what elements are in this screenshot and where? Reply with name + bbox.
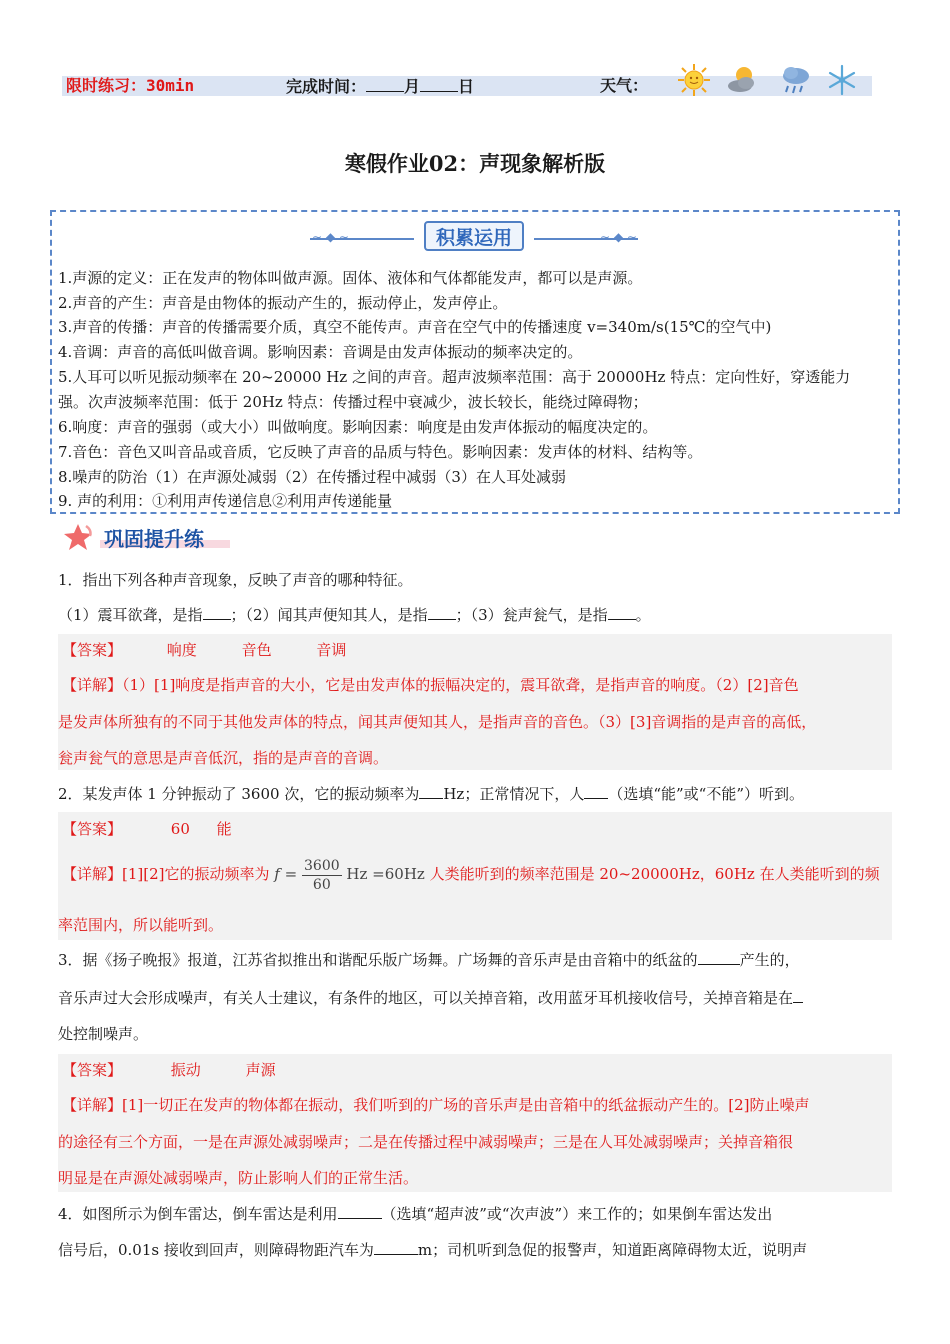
q1-part-2: ；（2）闻其声便知其人，是指 <box>230 606 428 624</box>
q3-part-3: 音乐声过大会形成噪声，有关人士建议，有条件的地区，可以关掉音箱，改用蓝牙耳机接收信号，关掉音箱是在 <box>58 989 794 1007</box>
summary-line-4: 4.音调：声音的高低叫做音调。影响因素：音调是由发声体振动的频率决定的。 <box>58 343 583 361</box>
q1-detail-line-2: 是发声体所独有的不同于其他发声体的特点，闻其声便知其人，是指声音的音色。（3）[3]音调指的是声音的高低， <box>58 713 817 731</box>
q1-part-3: ；（3）瓮声瓮气，是指 <box>455 606 608 624</box>
q2-detail-text-b: 人类能听到的频率范围是 20~20000Hz，60Hz 在人类能听到的频 <box>429 865 880 883</box>
q1-part-4: 。 <box>635 606 651 624</box>
q3-detail-text-1: [1]一切正在发声的物体都在振动，我们听到的广场的音乐声是由音箱中的纸盆振动产生的。[2]防止噪声 <box>122 1096 810 1114</box>
q2-answer <box>62 817 232 841</box>
partly-cloudy-icon[interactable] <box>724 62 760 98</box>
wave-decoration-left: ∼ ◆ ∼ <box>312 230 349 244</box>
summary-line-1: 1.声源的定义：正在发声的物体叫做声源。固体、液体和气体都能发声，都可以是声源。 <box>58 269 643 287</box>
q2-blank-1[interactable] <box>419 782 443 799</box>
q2-answer-2: 能 <box>216 820 232 838</box>
summary-line-10: 9. 声的利用：①利用声传递信息②利用声传递能量 <box>58 492 393 510</box>
q1-answer-tag: 【答案】 <box>62 641 123 659</box>
q1-answer-1: 响度 <box>166 641 197 659</box>
q1-detail-line-1 <box>62 673 799 697</box>
snowflake-icon[interactable] <box>824 62 860 98</box>
q1-blank-1[interactable] <box>203 603 231 620</box>
q3-part-1: 3．据《扬子晚报》报道，江苏省拟推出和谐配乐版广场舞。广场舞的音乐声是由音箱中的纸盆的 <box>58 951 698 969</box>
q2-prompt <box>58 782 804 806</box>
q1-part-1: （1）震耳欲聋，是指 <box>58 606 203 624</box>
summary-line-3: 3.声音的传播：声音的传播需要介质，真空不能传声。声音在空气中的传播速度 v=340m/s(15℃的空气中) <box>58 318 772 336</box>
q3-part-2: 产生的， <box>739 951 800 969</box>
q1-stem: 1．指出下列各种声音现象，反映了声音的哪种特征。 <box>58 571 413 589</box>
q1-blank-2[interactable] <box>428 603 456 620</box>
day-blank[interactable] <box>420 76 458 92</box>
sunny-icon[interactable] <box>676 62 712 98</box>
q1-answer-2: 音色 <box>241 641 272 659</box>
q2-formula-f: f <box>274 865 280 883</box>
section-heading: 巩固提升练 <box>104 527 204 551</box>
summary-line-8: 7.音色：音色又叫音品或音质，它反映了声音的品质与特色。影响因素：发声体的材料、结构等。 <box>58 443 703 461</box>
q2-blank-2[interactable] <box>584 782 608 799</box>
summary-line-5: 5.人耳可以听见振动频率在 20~20000 Hz 之间的声音。超声波频率范围：高于 20000Hz 特点：定向性好，穿透能力 <box>58 368 851 386</box>
q4-part-4: m；司机听到急促的报警声，知道距离障碍物太近，说明声 <box>417 1241 808 1259</box>
q3-answer-tag: 【答案】 <box>62 1061 123 1079</box>
star-icon <box>62 522 96 552</box>
q2-detail-line-2: 率范围内，所以能听到。 <box>58 916 224 934</box>
q2-detail-text-a: [1][2]它的振动频率为 <box>122 865 270 883</box>
q3-line-3: 处控制噪声。 <box>58 1025 149 1043</box>
q4-blank-1[interactable] <box>338 1202 382 1219</box>
q4-line-1 <box>58 1202 772 1226</box>
q3-detail-line-1 <box>62 1093 810 1117</box>
rain-icon[interactable] <box>778 62 814 98</box>
q3-blank-1[interactable] <box>698 948 740 965</box>
q4-part-2: （选填“超声波”或“次声波”）来工作的；如果倒车雷达发出 <box>381 1205 773 1223</box>
q2-answer-tag: 【答案】 <box>62 820 123 838</box>
q4-line-2 <box>58 1238 807 1262</box>
summary-line-9: 8.噪声的防治（1）在声源处减弱（2）在传播过程中减弱（3）在人耳处减弱 <box>58 468 566 486</box>
q1-answer <box>62 638 346 662</box>
q1-prompt <box>58 603 651 627</box>
q3-blank-2[interactable] <box>793 986 803 1003</box>
q1-detail-text-1: （1）[1]响度是指声音的大小，它是由发声体的振幅决定的，震耳欲聋，是指声音的响度。（2）[2]音色 <box>122 676 799 694</box>
q2-answer-1: 60 <box>170 820 190 838</box>
day-label: 日 <box>458 77 475 96</box>
q3-detail-line-3: 明显是在声源处减弱噪声，防止影响人们的正常生活。 <box>58 1169 419 1187</box>
summary-line-2: 2.声音的产生：声音是由物体的振动产生的，振动停止，发声停止。 <box>58 294 508 312</box>
q3-answer <box>62 1058 276 1082</box>
weather-label: 天气： <box>600 76 649 95</box>
finish-time-label <box>286 76 474 97</box>
q2-detail-line-1 <box>62 853 880 897</box>
q2-formula-denominator: 60 <box>312 876 331 893</box>
document-title: 寒假作业02：声现象解析版 <box>344 151 606 176</box>
q1-blank-3[interactable] <box>608 603 636 620</box>
summary-line-7: 6.响度：声音的强弱（或大小）叫做响度。影响因素：响度是由发声体振动的幅度决定的。 <box>58 418 658 436</box>
q4-part-1: 4．如图所示为倒车雷达，倒车雷达是利用 <box>58 1205 338 1223</box>
q1-detail-line-3: 瓮声瓮气的意思是声音低沉，指的是声音的音调。 <box>58 749 389 767</box>
summary-line-6: 强。次声波频率范围：低于 20Hz 特点：传播过程中衰减少，波长较长，能绕过障碍物； <box>58 393 648 411</box>
q4-part-3: 信号后，0.01s 接收到回声，则障碍物距汽车为 <box>58 1241 374 1259</box>
q2-detail-tag: 【详解】 <box>62 865 123 883</box>
q4-blank-2[interactable] <box>374 1238 418 1255</box>
q2-part-1: 2．某发声体 1 分钟振动了 3600 次，它的振动频率为 <box>58 785 420 803</box>
q3-line-2 <box>58 986 803 1010</box>
q3-line-1 <box>58 948 800 972</box>
q1-detail-tag: 【详解】 <box>62 676 123 694</box>
q3-detail-tag: 【详解】 <box>62 1096 123 1114</box>
practice-time-label: 限时练习：30min <box>66 76 195 95</box>
q2-part-3: （选填“能”或“不能”）听到。 <box>608 785 805 803</box>
q2-formula-numerator: 3600 <box>304 857 340 874</box>
q3-answer-2: 声源 <box>245 1061 276 1079</box>
q2-part-2: Hz；正常情况下，人 <box>443 785 585 803</box>
q2-formula-result: Hz =60Hz <box>346 865 425 883</box>
month-label: 月 <box>404 77 421 96</box>
month-blank[interactable] <box>366 76 404 92</box>
q2-formula-fraction <box>302 857 342 894</box>
summary-heading: 积累运用 <box>424 221 524 251</box>
q3-answer-1: 振动 <box>170 1061 201 1079</box>
q1-answer-3: 音调 <box>316 641 347 659</box>
q3-detail-line-2: 的途径有三个方面，一是在声源处减弱噪声；二是在传播过程中减弱噪声；三是在人耳处减弱噪声；关掉音箱很 <box>58 1133 794 1151</box>
q2-formula-eq: = <box>284 865 298 883</box>
wave-decoration-right: ∼ ◆ ∼ <box>600 230 637 244</box>
finish-label-text: 完成时间： <box>286 77 367 96</box>
